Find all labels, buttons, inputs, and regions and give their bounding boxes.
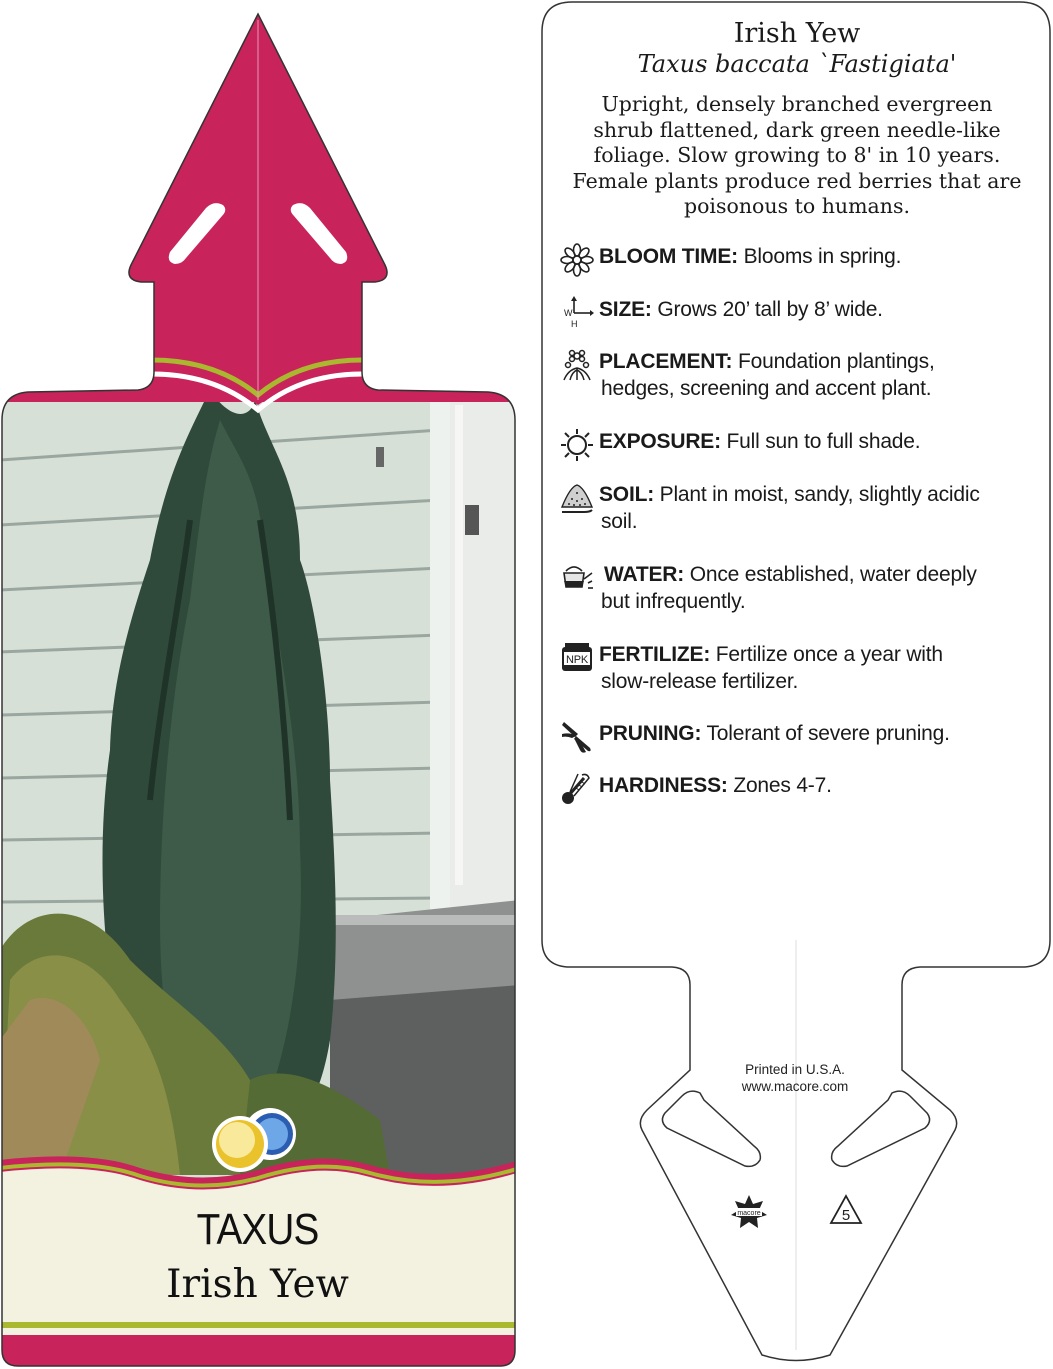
latin-name: Taxus baccata `Fastigiata' [637, 50, 957, 78]
svg-text:macore: macore [737, 1210, 761, 1217]
attr-text-cont: slow-release fertilizer. [601, 670, 799, 693]
fertilizer-npk-icon [560, 641, 594, 675]
sun-icon [560, 428, 594, 462]
soil-pile-icon [560, 481, 594, 515]
attr-text: Full sun to full shade. [726, 430, 921, 453]
attr-text: Zones 4-7. [733, 774, 832, 797]
pruning-shears-icon [560, 720, 594, 754]
attr-label: HARDINESS: [599, 774, 728, 797]
attr-label: PRUNING: [599, 722, 702, 745]
thermometer-icon [560, 772, 594, 806]
plant-description: Upright, densely branched evergreen shrub flattened, dark green needle-like foliage. Slow growing to 8' in 10 years. Female plants produce red berries that are poisonous to humans. [572, 92, 1022, 218]
attr-text-cont: but infrequently. [601, 590, 746, 613]
genus-name: TAXUS [196, 1205, 319, 1254]
svg-text:NPK: NPK [565, 654, 589, 666]
svg-text:H: H [571, 319, 578, 329]
attr-label: FERTILIZE: [599, 643, 711, 666]
attr-label: WATER: [604, 563, 685, 586]
placement-flowers-icon [560, 348, 594, 382]
attr-text: Tolerant of severe pruning. [706, 722, 950, 745]
attr-text: Fertilize once a year with [715, 643, 943, 666]
attr-text: Once established, water deeply [689, 563, 977, 586]
attr-label: EXPOSURE: [599, 430, 721, 453]
svg-text:5: 5 [841, 1207, 851, 1224]
flower-icon [560, 243, 594, 277]
attr-label: SOIL: [599, 483, 654, 506]
back-common-name: Irish Yew [733, 18, 861, 49]
attr-text-cont: hedges, screening and accent plant. [601, 377, 932, 400]
svg-text:W: W [564, 308, 573, 318]
size-arrows-icon [560, 296, 594, 330]
attr-text: Plant in moist, sandy, slightly acidic [659, 483, 980, 506]
printed-info [690, 1061, 900, 1095]
watering-can-icon [560, 561, 594, 595]
attr-label: SIZE: [599, 298, 652, 321]
printed-country: Printed in U.S.A. [745, 1062, 845, 1077]
front-common-name: Irish Yew [166, 1262, 349, 1307]
attr-text: Foundation plantings, [737, 350, 935, 373]
attr-text-cont: soil. [601, 510, 638, 533]
attr-text: Blooms in spring. [743, 245, 902, 268]
printed-website: www.macore.com [741, 1079, 849, 1094]
attr-label: BLOOM TIME: [599, 245, 738, 268]
attr-label: PLACEMENT: [599, 350, 733, 373]
attr-text: Grows 20’ tall by 8’ wide. [657, 298, 883, 321]
